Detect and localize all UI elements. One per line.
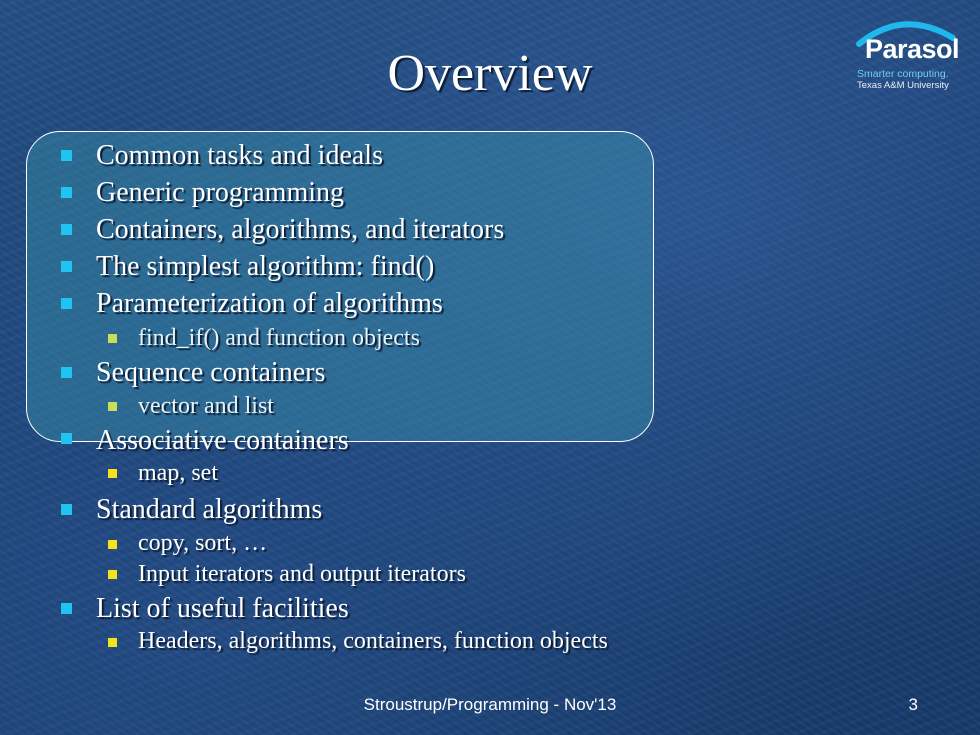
sub-bullet-square-icon [108, 540, 117, 549]
page-number: 3 [908, 695, 918, 714]
sub-bullet-item: Headers, algorithms, containers, function objects [138, 628, 608, 654]
sub-bullet-square-icon [108, 469, 117, 478]
slide-footer: Stroustrup/Programming - Nov'13 [363, 695, 617, 714]
bullet-item: List of useful facilities [96, 593, 349, 624]
bullet-square-icon [61, 261, 72, 272]
sub-bullet-square-icon [108, 334, 117, 343]
bullet-item: Sequence containers [96, 357, 326, 388]
sub-bullet-square-icon [108, 402, 117, 411]
bullet-item: Standard algorithms [96, 494, 323, 525]
logo-tagline: Smarter computing. [857, 68, 949, 80]
bullet-square-icon [61, 150, 72, 161]
bullet-item: Parameterization of algorithms [96, 288, 443, 319]
sub-bullet-item: Input iterators and output iterators [138, 561, 466, 587]
sub-bullet-item: find_if() and function objects [138, 325, 420, 351]
parasol-logo [853, 14, 963, 94]
bullet-item: Associative containers [96, 425, 349, 456]
bullet-item: Containers, algorithms, and iterators [96, 214, 505, 245]
logo-brand: Parasol [864, 34, 959, 64]
sub-bullet-square-icon [108, 638, 117, 647]
bullet-square-icon [61, 187, 72, 198]
sub-bullet-square-icon [108, 570, 117, 579]
logo-university: Texas A&M University [857, 80, 949, 91]
bullet-item: The simplest algorithm: find() [96, 251, 435, 282]
bullet-square-icon [61, 224, 72, 235]
sub-bullet-item: map, set [138, 460, 218, 486]
bullet-item: Generic programming [96, 177, 345, 208]
bullet-square-icon [61, 603, 72, 614]
sub-bullet-item: copy, sort, … [138, 530, 268, 556]
bullet-square-icon [61, 367, 72, 378]
bullet-square-icon [61, 298, 72, 309]
bullet-square-icon [61, 433, 72, 444]
sub-bullet-item: vector and list [138, 393, 274, 419]
bullet-square-icon [61, 504, 72, 515]
bullet-item: Common tasks and ideals [96, 140, 383, 171]
slide-title: Overview [387, 45, 593, 102]
